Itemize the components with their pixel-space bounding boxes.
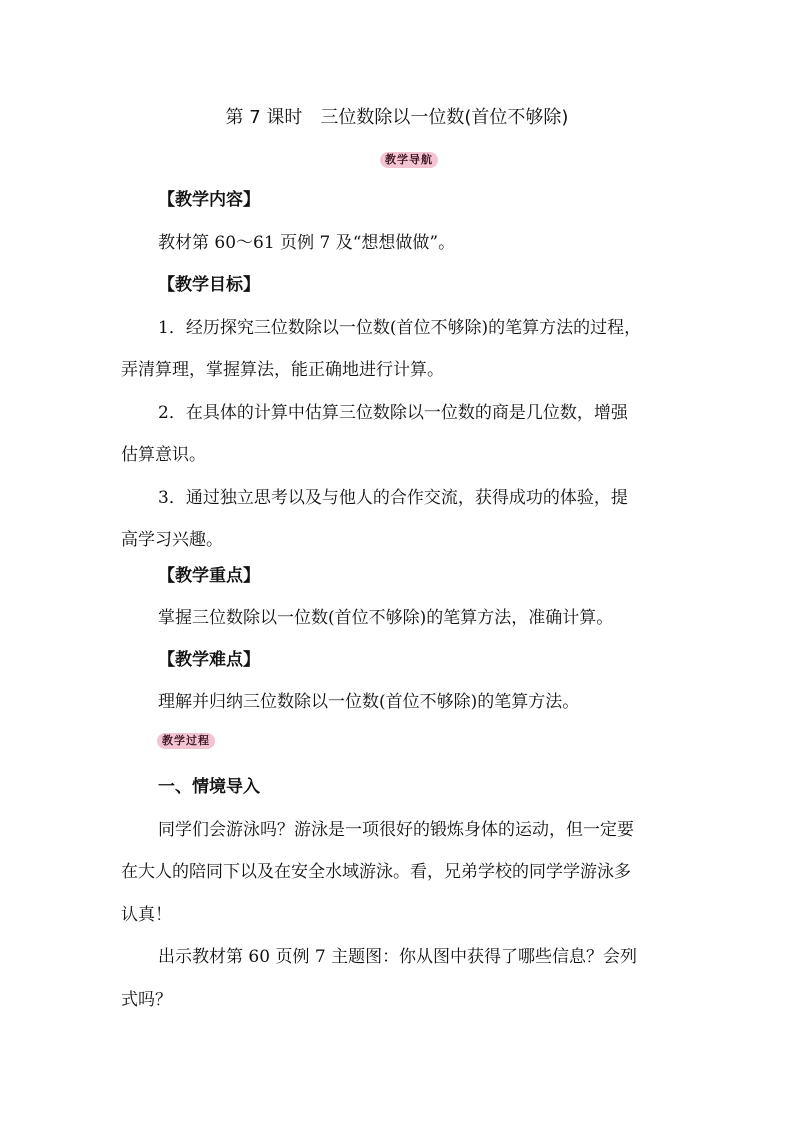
- goal-3-line-1: 3．通过独立思考以及与他人的合作交流，获得成功的体验，提: [158, 488, 628, 508]
- intro-paragraph-1-line-2: 在大人的陪同下以及在安全水域游泳。看，兄弟学校的同学学游泳多: [121, 862, 631, 882]
- difficulty-heading: 【教学难点】: [158, 650, 260, 670]
- goal-1-line-2: 弄清算理，掌握算法，能正确地进行计算。: [121, 360, 444, 380]
- situation-intro-heading: 一、情境导入: [158, 777, 260, 797]
- page-title: 第 7 课时 三位数除以一位数(首位不够除): [225, 107, 569, 128]
- goal-2-line-2: 估算意识。: [121, 445, 206, 465]
- intro-paragraph-1-line-1: 同学们会游泳吗？游泳是一项很好的锻炼身体的运动，但一定要: [158, 820, 634, 840]
- intro-paragraph-2-line-1: 出示教材第 60 页例 7 主题图：你从图中获得了哪些信息？会列: [158, 947, 638, 967]
- teaching-goals-heading: 【教学目标】: [158, 275, 260, 295]
- intro-paragraph-2-line-2: 式吗？: [121, 990, 172, 1010]
- key-point-text: 掌握三位数除以一位数(首位不够除)的笔算方法，准确计算。: [158, 608, 614, 628]
- goal-3-line-2: 高学习兴趣。: [121, 530, 223, 550]
- goal-2-line-1: 2．在具体的计算中估算三位数除以一位数的商是几位数，增强: [158, 403, 628, 423]
- intro-paragraph-1-line-3: 认真！: [121, 905, 172, 925]
- teaching-content-text: 教材第 60～61 页例 7 及“想想做做”。: [158, 233, 456, 253]
- teaching-content-heading: 【教学内容】: [158, 190, 260, 210]
- key-point-heading: 【教学重点】: [158, 566, 260, 586]
- teaching-process-badge: 教学过程: [157, 733, 215, 749]
- teaching-guide-badge: 教学导航: [380, 152, 438, 168]
- goal-1-line-1: 1．经历探究三位数除以一位数(首位不够除)的笔算方法的过程，: [158, 318, 642, 338]
- difficulty-text: 理解并归纳三位数除以一位数(首位不够除)的笔算方法。: [158, 692, 580, 712]
